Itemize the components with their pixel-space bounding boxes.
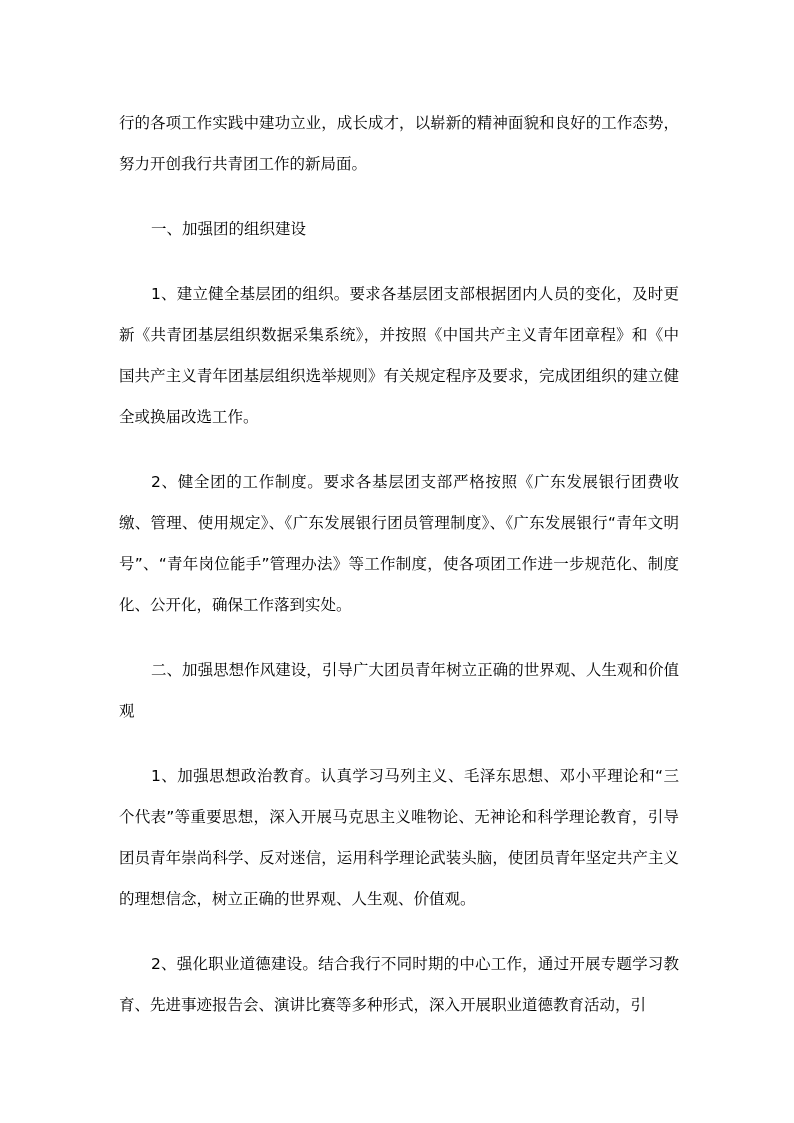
paragraph-organization-1: 1、建立健全基层团的组织。要求各基层团支部根据团内人员的变化，及时更新《共青团基层组织数据采集系统》，并按照《中国共产主义青年团章程》和《中国共产主义青年团基层组织选举规则》有关规定程序及要求，完成团组织的建立健全或换届改选工作。 bbox=[119, 285, 679, 426]
paragraph-organization-2: 2、健全团的工作制度。要求各基层团支部严格按照《广东发展银行团费收缴、管理、使用规定》、《广东发展银行团员管理制度》、《广东发展银行“青年文明号”、“青年岗位能手”管理办法》等工作制度，使各项团工作进一步规范化、制度化、公开化，确保工作落到实处。 bbox=[119, 473, 679, 614]
section-heading-organization: 一、加强团的组织建设 bbox=[151, 220, 307, 238]
section-heading-ideology: 二、加强思想作风建设，引导广大团员青年树立正确的世界观、人生观和价值观 bbox=[119, 661, 679, 720]
paragraph-ideology-1: 1、加强思想政治教育。认真学习马列主义、毛泽东思想、邓小平理论和“三个代表”等重要思想，深入开展马克思主义唯物论、无神论和科学理论教育，引导团员青年崇尚科学、反对迷信，运用科学理论武装头脑，使团员青年坚定共产主义的理想信念，树立正确的世界观、人生观、价值观。 bbox=[119, 767, 679, 908]
paragraph-ideology-2: 2、强化职业道德建设。结合我行不同时期的中心工作，通过开展专题学习教育、先进事迹报告会、演讲比赛等多种形式，深入开展职业道德教育活动，引 bbox=[119, 955, 679, 1014]
document-body bbox=[119, 103, 679, 1026]
paragraph-continuation: 行的各项工作实践中建功立业，成长成才，以崭新的精神面貌和良好的工作态势，努力开创我行共青团工作的新局面。 bbox=[119, 114, 679, 173]
